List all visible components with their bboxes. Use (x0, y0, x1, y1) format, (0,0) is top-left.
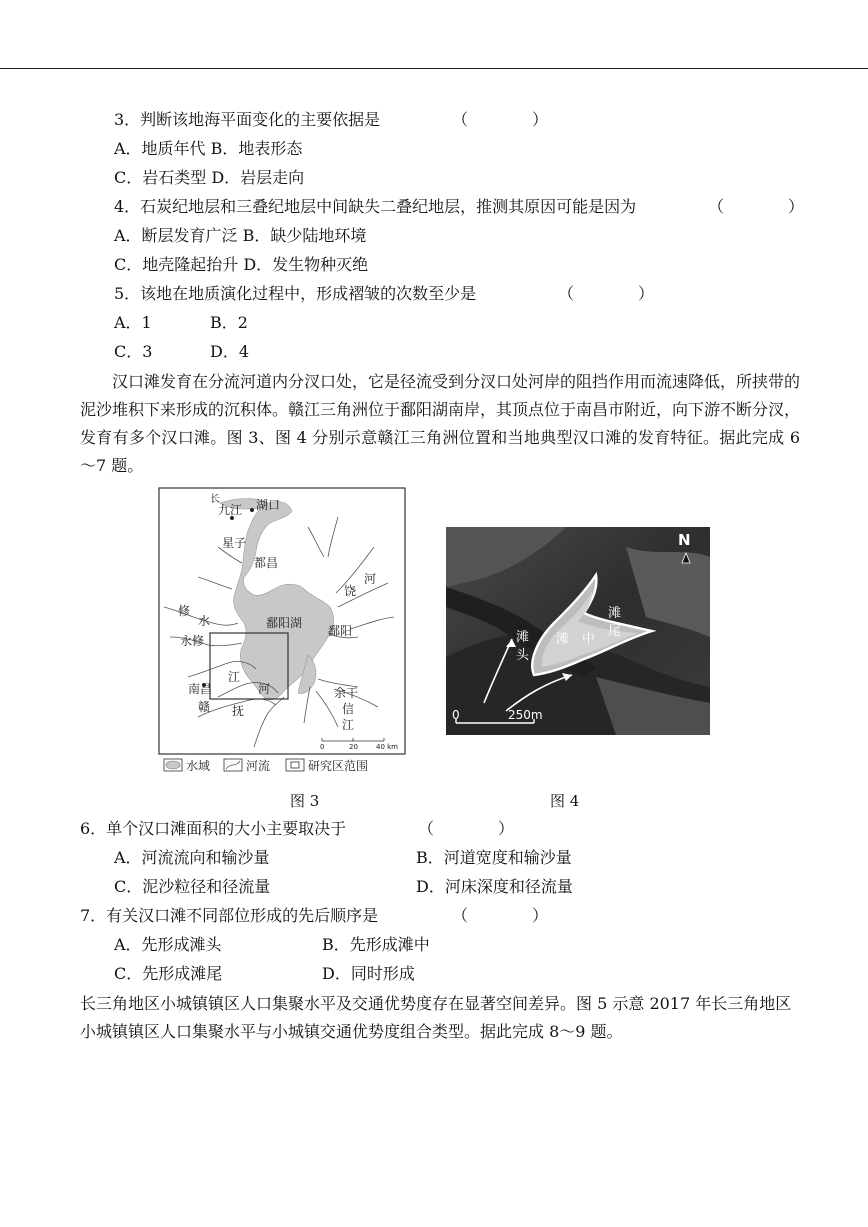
label-xin: 信 (342, 702, 355, 716)
question-4-answer-paren: （ ） (708, 197, 805, 216)
label-xiu: 修 (178, 604, 191, 618)
label-tanwei-2: 尾 (608, 624, 622, 639)
label-tanzhong-1: 滩 (556, 632, 570, 647)
figure-4-photo (446, 527, 710, 735)
question-5-option-b: B．2 (210, 313, 248, 332)
legend-study-area: 研究区范围 (308, 759, 369, 773)
question-4-option-ab: A．断层发育广泛 B．缺少陆地环境 (114, 226, 367, 245)
question-7-option-c: C．先形成滩尾 (114, 964, 223, 983)
label-hukou: 湖口 (256, 498, 281, 512)
label-tanzhong-2: 中 (582, 632, 596, 647)
scale-20: 20 (349, 743, 358, 751)
figure-3-map (158, 487, 406, 777)
label-shui: 水 (198, 614, 211, 628)
scale-0: 0 (320, 743, 325, 751)
label-yugan: 余干 (334, 686, 359, 700)
question-5-answer-paren: （ ） (558, 284, 655, 303)
question-5-option-c: C．3 (114, 342, 153, 361)
header-rule (0, 68, 868, 69)
intro-paragraph-8-9: 长三角地区小城镇镇区人口集聚水平及交通优势度存在显著空间差异。图 5 示意 2017 年长三角地区小城镇镇区人口集聚水平与小城镇交通优势度组合类型。据此完成 8～9 题。 (80, 994, 792, 1041)
question-4-option-cd: C．地壳隆起抬升 D．发生物种灭绝 (114, 255, 369, 274)
label-tantou-2: 头 (516, 648, 530, 663)
label-xingzi: 星子 (222, 536, 247, 550)
label-nanchang: 南昌 (188, 682, 213, 696)
label-gan: 赣 (198, 700, 211, 714)
question-7-option-b: B．先形成滩中 (322, 935, 430, 954)
question-6-option-a: A．河流流向和输沙量 (114, 848, 270, 867)
legend-water: 水域 (186, 759, 211, 773)
label-jiang-1: 江 (228, 670, 241, 684)
question-5-stem: 5．该地在地质演化过程中，形成褶皱的次数至少是 (114, 284, 477, 303)
label-he-1: 河 (364, 572, 377, 586)
question-6-option-d: D．河床深度和径流量 (416, 877, 573, 896)
question-7-option-a: A．先形成滩头 (114, 935, 222, 954)
label-he-2: 河 (258, 682, 271, 696)
figure-3-caption: 图 3 (290, 792, 320, 810)
question-3-stem: 3．判断该地海平面变化的主要依据是 (114, 110, 381, 129)
question-5-option-d: D．4 (210, 342, 250, 361)
figure-3-legend (164, 758, 368, 773)
question-4-stem: 4．石炭纪地层和三叠纪地层中间缺失二叠纪地层，推测其原因可能是因为 (114, 197, 637, 216)
question-7-stem: 7．有关汉口滩不同部位形成的先后顺序是 (80, 906, 379, 925)
label-jiujiang: 九江 (218, 503, 243, 517)
legend-river: 河流 (246, 759, 271, 773)
scale-0-m: 0 (452, 708, 460, 722)
label-yongxiu: 永修 (180, 634, 205, 648)
label-chang: 长 (210, 494, 220, 505)
scale-40: 40 km (376, 743, 399, 751)
label-poyanghu: 鄱阳湖 (266, 616, 303, 630)
north-label: N (678, 531, 691, 549)
figure-4-caption: 图 4 (550, 792, 580, 810)
question-6-option-c: C．泥沙粒径和径流量 (114, 877, 271, 896)
scale-250m: 250m (508, 708, 543, 722)
question-6-stem: 6．单个汉口滩面积的大小主要取决于 (80, 819, 347, 838)
label-duchang: 都昌 (254, 556, 279, 570)
label-poyang: 鄱阳 (328, 624, 353, 638)
label-rao: 饶 (344, 584, 357, 598)
question-3-option-ab: A．地质年代 B．地表形态 (114, 139, 303, 158)
question-7-option-d: D．同时形成 (322, 964, 415, 983)
intro-paragraph-6-7: 汉口滩发育在分流河道内分汊口处，它是径流受到分汊口处河岸的阻挡作用而流速降低，所挟带的泥沙堆积下来形成的沉积体。赣江三角洲位于鄱阳湖南岸，其顶点位于南昌市附近，向下游不断分汊，发育有多个汉口滩。图 3、图 4 分别示意赣江三角洲位置和当地典型汉口滩的发育特征。据此完成 6～7 题。 (80, 372, 801, 475)
label-fu: 抚 (232, 704, 245, 718)
question-6-option-b: B．河道宽度和输沙量 (416, 848, 572, 867)
question-3-option-cd: C．岩石类型 D．岩层走向 (114, 168, 305, 187)
question-5-option-a: A．1 (114, 313, 152, 332)
question-6-answer-paren: （ ） (418, 819, 515, 838)
label-tanwei-1: 滩 (608, 606, 622, 621)
question-3-answer-paren: （ ） (452, 110, 549, 129)
label-tantou-1: 滩 (516, 630, 530, 645)
label-jiang-2: 江 (342, 718, 355, 732)
question-7-answer-paren: （ ） (452, 906, 549, 925)
